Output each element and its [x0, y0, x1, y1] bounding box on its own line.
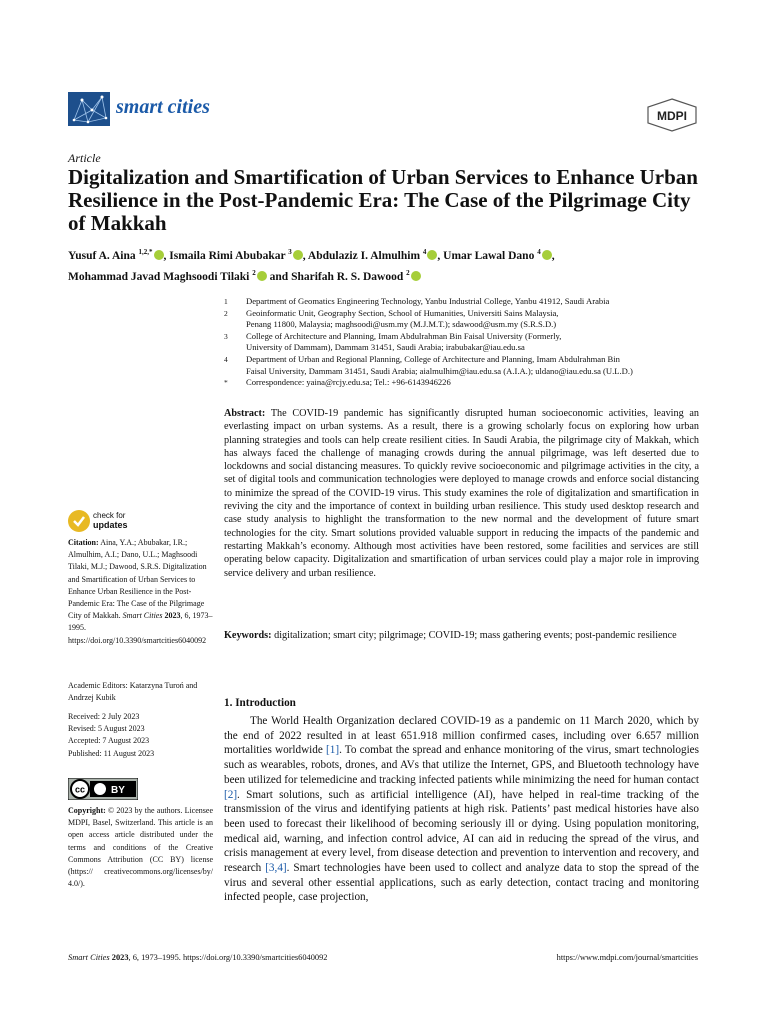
copyright-notice: Copyright: © 2023 by the authors. Licensee MDPI, Basel, Switzerland. This article is an open access article distributed under the terms and conditions of the Creative Commons Attribution (CC BY) license (https:// creativecommons.org/licenses/by/ 4.0/).	[68, 806, 214, 889]
orcid-icon	[257, 271, 267, 281]
academic-editors: Academic Editors: Katarzyna Turoń and Andrzej Kubik	[68, 681, 198, 703]
citation: Citation: Aina, Y.A.; Abubakar, I.R.; Almulhim, A.I.; Dano, U.L.; Maghsoodi Tilaki, M.J.; Dawood, S.R.S. Digitalization and Smartification of Urban Services to Enhance Urban Resilience in the Post-Pandemic Era: The Case of the Pilgrimage City of Makkah. Smart Cities 2023, 6, 1973–1995. https://doi.org/10.3390/smartcities6040092	[68, 538, 213, 645]
author[interactable]: Ismaila Rimi Abubakar $^3$ ,	[169, 248, 308, 262]
journal-logo-icon	[68, 92, 110, 126]
affiliation: 2 Geoinformatic Unit, Geography Section, School of Humanities, Universiti Sains Malaysia, Penang 11800, Malaysia; maghsoodi@usm.my (M.J.M.T.); sdawood@usm.my (S.R.S.D.)	[224, 307, 559, 330]
orcid-icon	[411, 271, 421, 281]
publication-dates: Received: 2 July 2023 Revised: 5 August 2023 Accepted: 7 August 2023 Published: 11 August 2023	[68, 712, 155, 758]
check-for-updates-button[interactable]: check for updates	[68, 510, 178, 534]
affiliation: 1 Department of Geomatics Engineering Technology, Yanbu Industrial College, Yanbu 41912, Saudi Arabia	[224, 296, 610, 306]
mdpi-logo-icon	[646, 98, 698, 132]
orcid-icon	[154, 250, 164, 260]
introduction-paragraph: The World Health Organization declared COVID-19 as a pandemic on 11 March 2020, which by the end of 2022 resulted in at least 651.918 million confirmed cases, including over 6.657 million mortalities worldwide [1]. To combat the spread and enhance monitoring of the virus, smart technologies such as wearables, robots, drones, and AVs that utilize the Internet, GPS, and Bluetooth technology have been utilized for telemedicine and tracking infected patients while minimizing the need for human contact [2]. Smart solutions, such as artificial intelligence (AI), have helped in real-time tracking of the transmission of the virus and identifying patients at high risk. Patients’ past medical histories have also been used to forecast their likelihood of becoming seriously ill or dying. Using population monitoring, medical aid, warning, and infection control advice, AI can aid in reducing the spread of the virus, and crisis management at every level, from disease detection and prevention to intervention and recovery, and research [3,4]. Smart technologies have been used to collect and analyze data to stop the spread of the virus and several other essential applications, such as early detection, contact tracing and monitoring infected people, case projection,	[224, 715, 700, 904]
keywords: Keywords: digitalization; smart city; pilgrimage; COVID-19; mass gathering events; post-pandemic resilience	[224, 630, 677, 641]
citation-link[interactable]: [3,4]	[265, 862, 287, 875]
author[interactable]: Yusuf A. Aina $^{1,2,*}$ ,	[68, 248, 170, 262]
orcid-icon	[427, 250, 437, 260]
article-title: Digitalization and Smartification of Urban Services to Enhance Urban Resilience in the Post-Pandemic Era: The Case of the Pilgrimage City of Makkah	[68, 165, 698, 235]
journal-name: smart cities	[116, 96, 210, 118]
citation-link[interactable]: [1]	[326, 744, 340, 757]
publisher-name: MDPI	[657, 109, 687, 123]
author[interactable]: Abdulaziz I. Almulhim $^4$ ,	[307, 248, 444, 262]
author[interactable]: Mohammad Javad Maghsoodi Tilaki $^2$ and	[68, 268, 292, 283]
svg-text:BY: BY	[111, 785, 125, 796]
author[interactable]: Sharifah R. S. Dawood $^2$	[291, 271, 421, 283]
article-type: Article	[68, 151, 101, 165]
orcid-icon	[542, 250, 552, 260]
affiliations	[224, 296, 704, 389]
svg-text:cc: cc	[74, 784, 86, 795]
abstract: Abstract: The COVID-19 pandemic has significantly disrupted human socioeconomic activities, leaving an everlasting impact on urban systems. As a result, there is a growing scholarly focus on exploring how urban planning strategies and tools can help create resilient cities. In Saudi Arabia, the pilgrimage city of Makkah, which has always faced the challenge of managing crowds during the annual pilgrimage, was left deserted due to lockdowns and social distancing measures. To quickly revive socioeconomic and pilgrimage activities in the city, a set of digital tools and communication technologies were deployed to manage crowds and enforce social distancing to minimize the spread of the COVID-19 virus. This study examines the role of digitalization and smartification in reviving the city and the importance of context in building urban resilience. This study used desktop research and case study analysis to highlight the transformation to the new normal and the development of future smart technologies for the city. Smart solutions provided valuable support in reducing the impacts of the pandemic and restarting Makkah’s economy. Although most activities have been restored, some facilities and services are still operating below capacity. Digitalization and smartification of urban services could play a major role in improving service delivery and urban resilience.	[224, 408, 699, 579]
affiliation: 3 College of Architecture and Planning, Imam Abdulrahman Bin Faisal University (Formerly, University of Dammam), Dammam 31451, Saudi Arabia; irabubakar@iau.edu.sa	[224, 330, 562, 353]
citation-link[interactable]: [2]	[224, 788, 238, 801]
section-heading: 1. Introduction	[224, 697, 296, 709]
affiliation: * Correspondence: yaina@rcjy.edu.sa; Tel.: +96-6143946226	[224, 377, 451, 388]
footer-citation: Smart Cities 2023, 6, 1973–1995. https://doi.org/10.3390/smartcities6040092	[68, 953, 328, 962]
footer-journal-url[interactable]: https://www.mdpi.com/journal/smartcities	[556, 953, 698, 962]
cc-by-license-icon[interactable]	[68, 778, 138, 800]
orcid-icon	[293, 250, 303, 260]
affiliation: 4 Department of Urban and Regional Planning, College of Architecture and Planning, Imam Abdulrahman Bin Faisal University, Dammam 31451, Saudi Arabia; aialmulhim@iau.edu.sa (A.I.A.); uldano@iau.edu.sa (U.L.D.)	[224, 353, 633, 376]
check-updates-icon	[68, 510, 90, 532]
author-list	[68, 244, 708, 286]
author[interactable]: Umar Lawal Dano $^4$ ,	[443, 248, 555, 262]
